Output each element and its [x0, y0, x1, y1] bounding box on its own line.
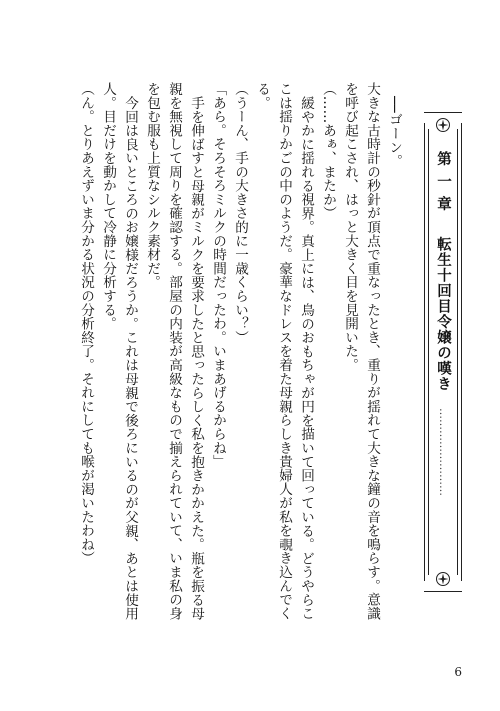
chapter-rule — [424, 123, 425, 581]
chapter-title — [433, 151, 453, 392]
chapter-rule — [461, 123, 462, 581]
body-text — [75, 82, 405, 627]
chapter-header — [424, 112, 462, 592]
paragraph: 大きな古時計の秒針が頂点で重なったとき、重りが揺れて大きな鐘の音を鳴らす。意識を呼び起こされ、はっと大きく目を見開いた。 — [342, 82, 380, 621]
paragraph: （ん。とりあえずいま分かる状況の分析終了。それにしても喉が渇いたわね） — [78, 82, 94, 565]
paragraph: 手を伸ばすと母親がミルクを要求したと思ったらしく私を抱きかかえた。瓶を振る母親を無視して周りを確認する。部屋の内装が高級なもので揃えられていて、いま私の身を包む服も上質なシルク素材だ。 — [144, 82, 204, 621]
paragraph: 緩やかに揺れる視界。真上には、鳥のおもちゃが円を描いて回っている。どうやらここは揺りかごの中のようだ。豪華なドレスを着た母親らしき貴婦人が私を覗き込んでくる。 — [254, 82, 314, 621]
chapter-rule — [428, 129, 429, 575]
ornament-icon — [435, 117, 451, 133]
paragraph: 今回は良いところのお嬢様だろうか。これは母親で後ろにいるのが父親、あとは使用人。目だけを動かして冷静に分析する。 — [100, 82, 138, 620]
chapter-rule — [457, 129, 458, 575]
paragraph: （……あぁ、またか） — [320, 82, 336, 220]
paragraph: 「あら。そろそろミルクの時間だったわ。いまあげるからね」 — [210, 82, 226, 469]
chapter-name: 転生十回目令嬢の嘆き — [435, 236, 452, 392]
ornament-icon — [435, 571, 451, 587]
chapter-leader-dots: …………………… — [437, 408, 450, 496]
paragraph: ──ゴーン。 — [386, 95, 402, 168]
paragraph: （うーん、手の大きさ的に一歳くらい？） — [232, 82, 248, 345]
page-number: 6 — [454, 665, 462, 679]
chapter-label: 第一章 — [435, 151, 452, 219]
